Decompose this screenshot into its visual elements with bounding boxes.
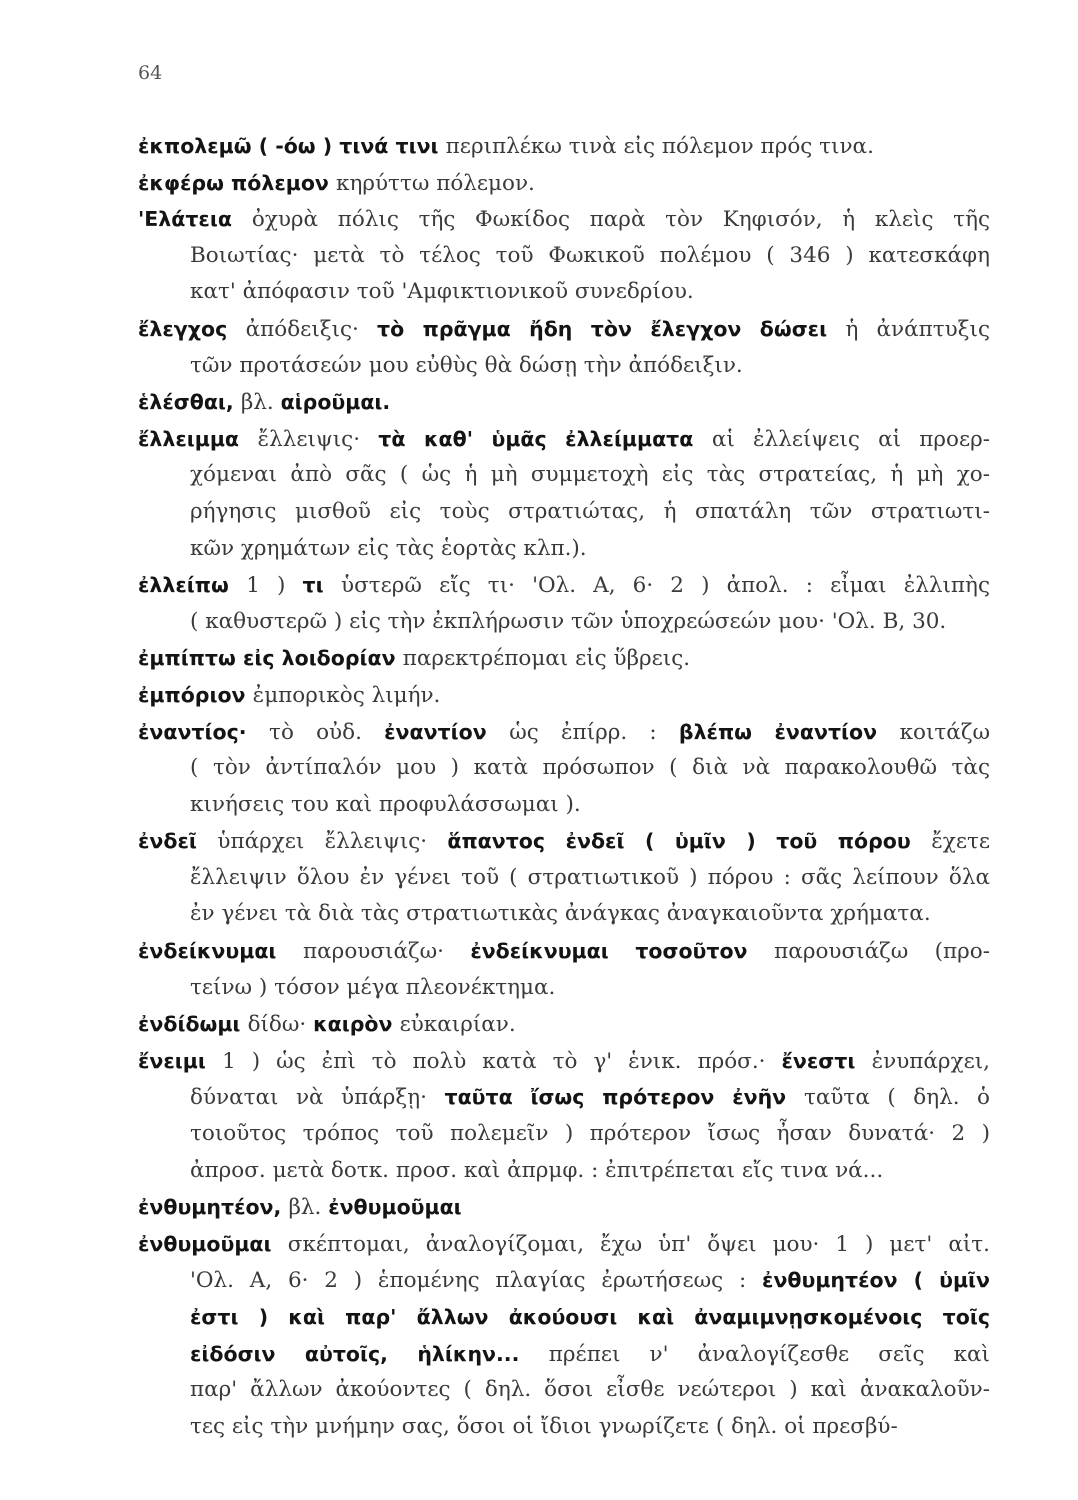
definition-text: περιπλέκω τινὰ εἰς πόλεμον πρός τινα. (445, 134, 874, 159)
entry-first-line (138, 201, 990, 238)
entry-first-line (138, 567, 990, 604)
dictionary-entry (138, 677, 990, 714)
definition-text: τοιοῦτος τρόπος τοῦ πολεμεῖν ) πρότερον ἴσως ἦσαν δυνατά· 2 ) (190, 1121, 990, 1147)
headword-text: τὸ πρᾶγμα ἤδη τὸν ἔλεγχον δώσει (377, 316, 846, 341)
dictionary-entry (138, 165, 990, 202)
definition-text: παρεκτρέπομαι εἰς ὕβρεις. (402, 646, 691, 672)
headword-text: ἐμπόριον (138, 682, 253, 707)
entry-continuation-line (138, 896, 990, 933)
definition-text: ἔλλειψιν ὅλου ἐν γένει τοῦ ( στρατιωτικοῦ ) πόρου : σᾶς λείπουν ὅλα (190, 864, 990, 890)
definition-text: ρήγησις μισθοῦ εἰς τοὺς στρατιώτας, ἡ σπατάλη τῶν στρατιωτι- (190, 498, 990, 524)
entry-first-line (138, 714, 990, 751)
definition-text: εὐκαιρίαν. (399, 1012, 516, 1038)
entry-continuation-line (138, 1079, 990, 1116)
definition-text: παρουσιάζω (προ- (774, 939, 990, 965)
definition-text: παρουσιάζω· (303, 939, 471, 965)
headword-text: καιρὸν (313, 1012, 400, 1037)
entry-first-line (138, 1189, 990, 1226)
entry-continuation-line (138, 1153, 990, 1190)
glossary-entries (138, 128, 990, 1445)
dictionary-entry (138, 1226, 990, 1446)
entry-continuation-line (138, 1409, 990, 1446)
definition-text: ἐμπορικὸς λιμήν. (252, 682, 441, 708)
entry-continuation-line (138, 457, 990, 494)
headword-text: ἐμπίπτω εἰς λοιδορίαν (138, 646, 403, 671)
headword-text: ἑλέσθαι, (138, 390, 241, 415)
entry-continuation-line (138, 1299, 990, 1336)
entry-continuation-line (138, 860, 990, 897)
dictionary-entry (138, 1043, 990, 1189)
dictionary-entry (138, 128, 990, 165)
headword-text: ἐνθυμοῦμαι (328, 1195, 462, 1220)
entry-first-line (138, 1006, 990, 1043)
headword-text: εἰδόσιν αὐτοῖς, ἡλίκην... (190, 1341, 549, 1366)
definition-text: ὑπάρχει ἔλλειψις· (217, 829, 448, 855)
definition-text: χόμεναι ἀπὸ σᾶς ( ὡς ἡ μὴ συμμετοχὴ εἰς τὰς στρατείας, ἡ μὴ χο- (190, 462, 990, 488)
headword-text: ἔνειμι (138, 1048, 223, 1073)
entry-first-line (138, 421, 990, 458)
dictionary-entry (138, 384, 990, 421)
entry-continuation-line (138, 750, 990, 787)
entry-first-line (138, 1043, 990, 1080)
definition-text: ( τὸν ἀντίπαλόν μου ) κατὰ πρόσωπον ( διὰ νὰ παρακολουθῶ τὰς (190, 755, 990, 781)
headword-text: αἱροῦμαι. (280, 390, 391, 415)
headword-text: ἅπαντος ἐνδεῖ ( ὑμῖν ) τοῦ πόρου (447, 829, 932, 854)
dictionary-entry (138, 933, 990, 1006)
definition-text: ὀχυρὰ πόλις τῆς Φωκίδος παρὰ τὸν Κηφισόν, ἡ κλεὶς τῆς (251, 207, 990, 233)
headword-text: ἐνδείκνυμαι (138, 939, 304, 964)
definition-text: 1 ) (246, 573, 303, 599)
definition-text: παρ' ἄλλων ἀκούοντες ( δηλ. ὅσοι εἶσθε νεώτεροι ) καὶ ἀνακαλοῦν- (190, 1377, 990, 1403)
entry-continuation-line (138, 970, 990, 1007)
headword-text: ἐνθυμητέον ( ὑμῖν (762, 1268, 990, 1293)
entry-first-line (138, 677, 990, 714)
definition-text: ἐνυπάρχει, (871, 1048, 990, 1074)
entry-continuation-line (138, 787, 990, 824)
headword-text: ἔνεστι (781, 1048, 872, 1073)
dictionary-entry (138, 1189, 990, 1226)
entry-continuation-line (138, 1336, 990, 1373)
headword-text: ἔλεγχος (138, 316, 246, 341)
definition-text: ἀπροσ. μετὰ δοτκ. προσ. καὶ ἀπρμφ. : ἐπιτρέπεται εἴς τινα νά... (190, 1157, 884, 1183)
definition-text: κινήσεις του καὶ προφυλάσσωμαι ). (190, 791, 581, 817)
definition-text: αἱ ἐλλείψεις αἱ προερ- (711, 426, 990, 452)
entry-continuation-line (138, 604, 990, 641)
definition-text: δίδω· (247, 1012, 314, 1038)
headword-text: ταῦτα ἴσως πρότερον ἐνῆν (444, 1085, 804, 1110)
definition-text: ἐν γένει τὰ διὰ τὰς στρατιωτικὰς ἀνάγκας ἀναγκαιοῦντα χρήματα. (190, 901, 931, 927)
definition-text: σκέπτομαι, ἀναλογίζομαι, ἔχω ὑπ' ὄψει μου· 1 ) μετ' αἰτ. (287, 1231, 990, 1257)
entry-continuation-line (138, 348, 990, 385)
dictionary-entry (138, 201, 990, 311)
headword-text: 'Ελάτεια (138, 207, 252, 232)
definition-text: κοιτάζω (899, 719, 990, 745)
definition-text: Βοιωτίας· μετὰ τὸ τέλος τοῦ Φωκικοῦ πολέμου ( 346 ) κατεσκάφη (190, 242, 990, 268)
headword-text: ἔλλειμμα (138, 426, 258, 451)
dictionary-entry (138, 421, 990, 567)
entry-first-line (138, 384, 990, 421)
entry-continuation-line (138, 238, 990, 275)
definition-text: ἀπόδειξις· (245, 316, 378, 342)
entry-first-line (138, 165, 990, 202)
headword-text: ἐνδείκνυμαι τοσοῦτον (470, 939, 775, 964)
definition-text: πρέπει ν' ἀναλογίζεσθε σεῖς καὶ (548, 1341, 990, 1367)
definition-text: κῶν χρημάτων εἰς τὰς ἑορτὰς κλπ.). (190, 535, 587, 561)
dictionary-entry (138, 567, 990, 640)
entry-continuation-line (138, 494, 990, 531)
definition-text: 'Ολ. Α, 6· 2 ) ἑπομένης πλαγίας ἐρωτήσεως : (190, 1268, 763, 1294)
definition-text: κηρύττω πόλεμον. (336, 170, 535, 196)
dictionary-entry (138, 640, 990, 677)
definition-text: ἔχετε (931, 829, 990, 855)
headword-text: ἐλλείπω (138, 573, 247, 598)
headword-text: ἐστι ) καὶ παρ' ἄλλων ἀκούουσι καὶ ἀναμιμνῃσκομένοις τοῖς (190, 1305, 990, 1329)
headword-text: ἐναντίον (384, 719, 510, 744)
page-number: 64 (138, 62, 163, 84)
definition-text: ἡ ἀνάπτυξις (845, 316, 990, 342)
definition-text: βλ. (240, 390, 281, 416)
definition-text: 1 ) ὡς ἐπὶ τὸ πολὺ κατὰ τὸ γ' ἑνικ. πρόσ.· (222, 1048, 782, 1074)
headword-text: ἐκφέρω πόλεμον (138, 170, 337, 195)
entry-first-line (138, 128, 990, 165)
headword-text: ἐνθυμητέον, (138, 1195, 289, 1220)
entry-first-line (138, 1226, 990, 1263)
definition-text: ὡς ἐπίρρ. : (509, 719, 679, 745)
headword-text: ἐνθυμοῦμαι (138, 1231, 288, 1256)
definition-text: ταῦτα ( δηλ. ὁ (803, 1085, 990, 1111)
definition-text: ὑστερῶ εἴς τι· 'Ολ. Α, 6· 2 ) ἀπολ. : εἶμαι ἐλλιπὴς (341, 573, 990, 599)
entry-continuation-line (138, 1372, 990, 1409)
definition-text: τες εἰς τὴν μνήμην σας, ὅσοι οἱ ἴδιοι γνωρίζετε ( δηλ. οἱ πρεσβύ- (190, 1413, 898, 1439)
definition-text: ἔλλειψις· (257, 426, 379, 452)
definition-text: δύναται νὰ ὑπάρξῃ· (190, 1085, 445, 1111)
definition-text: τὸ οὐδ. (269, 719, 385, 745)
entry-continuation-line (138, 531, 990, 568)
definition-text: βλ. (288, 1195, 329, 1221)
headword-text: τὰ καθ' ὑμᾶς ἐλλείμματα (378, 426, 712, 451)
entry-continuation-line (138, 274, 990, 311)
entry-first-line (138, 640, 990, 677)
headword-text: τι (302, 573, 342, 598)
dictionary-entry (138, 311, 990, 384)
definition-text: κατ' ἀπόφασιν τοῦ 'Αμφικτιονικοῦ συνεδρίου. (190, 279, 694, 305)
headword-text: ἐναντίος· (138, 719, 270, 744)
headword-text: βλέπω ἐναντίον (678, 719, 900, 744)
entry-continuation-line (138, 1116, 990, 1153)
definition-text: τείνω ) τόσον μέγα πλεονέκτημα. (190, 974, 556, 1000)
entry-first-line (138, 933, 990, 970)
dictionary-entry (138, 823, 990, 933)
entry-continuation-line (138, 1262, 990, 1299)
dictionary-entry (138, 714, 990, 824)
entry-first-line (138, 311, 990, 348)
definition-text: ( καθυστερῶ ) εἰς τὴν ἐκπλήρωσιν τῶν ὑποχρεώσεών μου· 'Ολ. Β, 30. (190, 608, 947, 634)
entry-first-line (138, 823, 990, 860)
definition-text: τῶν προτάσεών μου εὐθὺς θὰ δώσῃ τὴν ἀπόδειξιν. (190, 352, 743, 378)
dictionary-entry (138, 1006, 990, 1043)
headword-text: ἐνδίδωμι (138, 1012, 248, 1037)
headword-text: ἐκπολεμῶ ( -όω ) τινά τινι (138, 134, 446, 158)
headword-text: ἐνδεῖ (138, 829, 218, 854)
